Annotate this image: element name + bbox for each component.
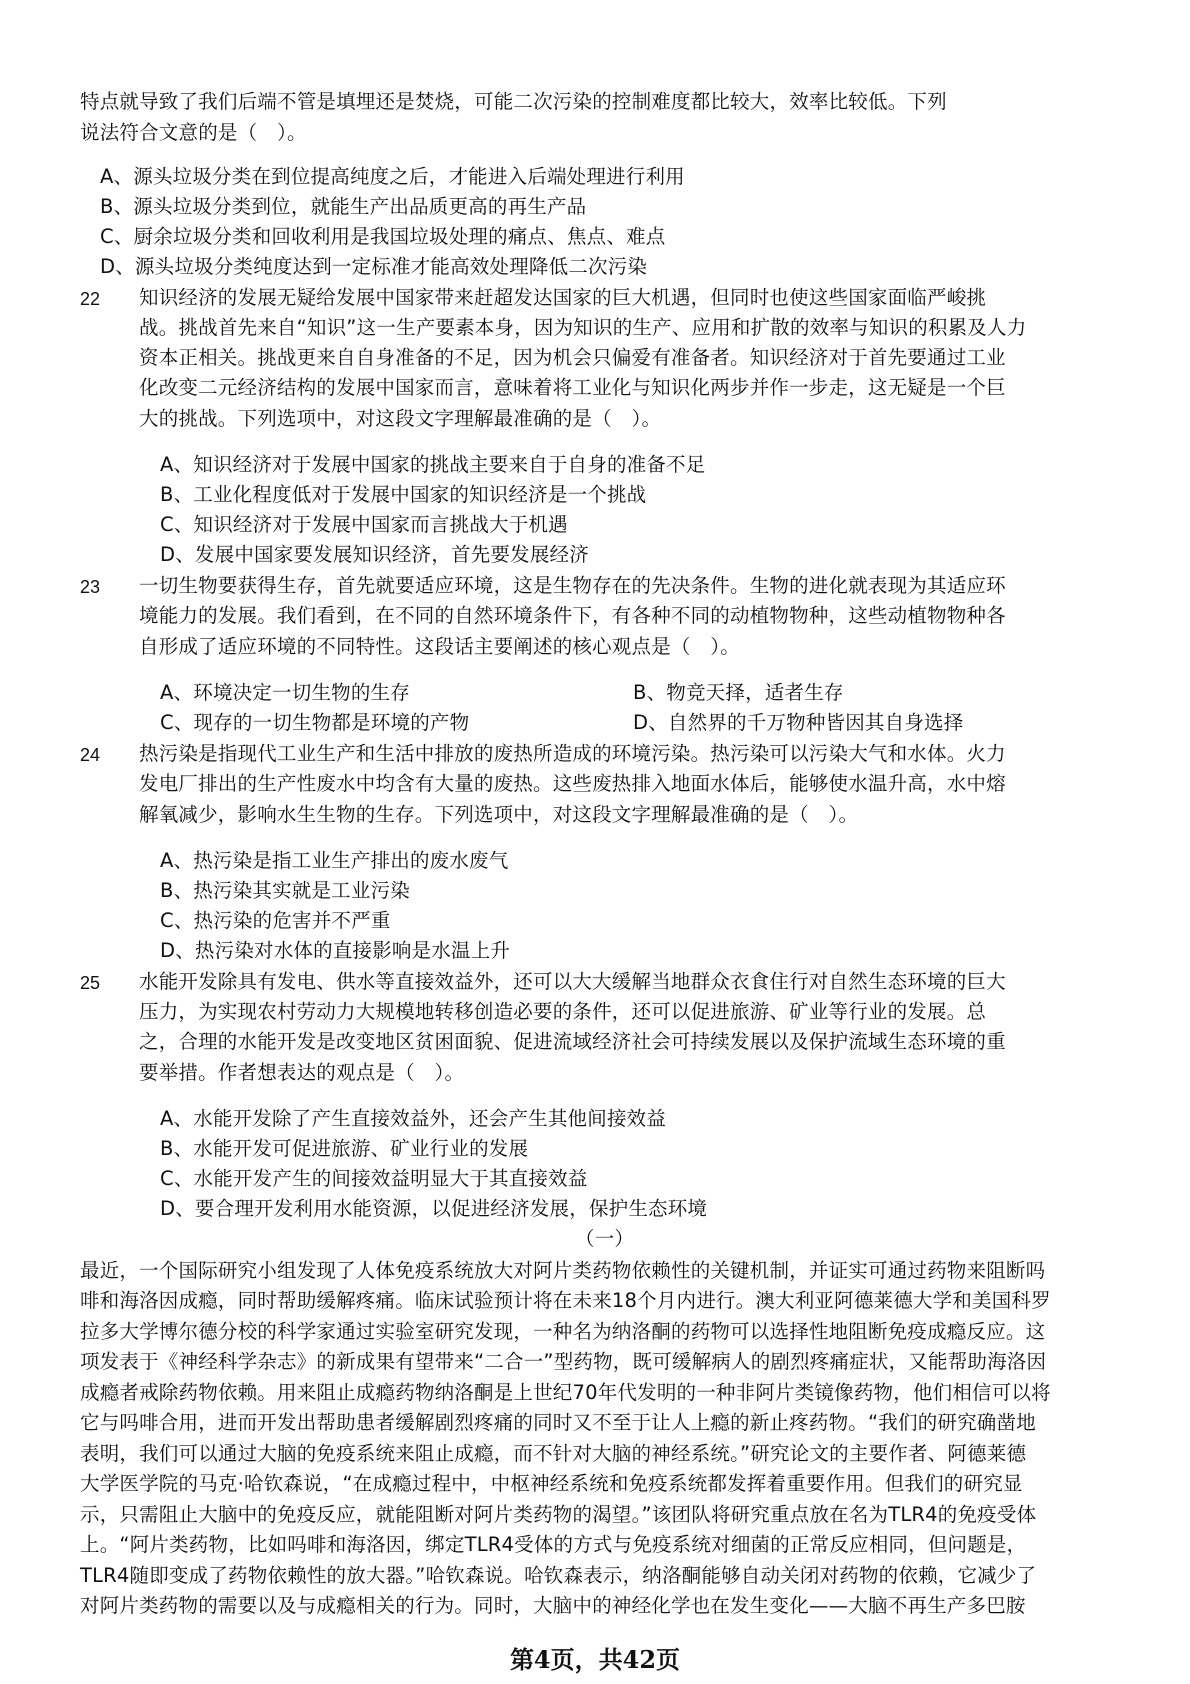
passage-line-3: 拉多大学博尔德分校的科学家通过实验室研究发现，一种名为纳洛酮的药物可以选择性地阻断免疫成瘾反应。这: [80, 1320, 1046, 1343]
passage-line-5: 成瘾者戒除药物依赖。用来阻止成瘾药物纳洛酮是上世纪70年代发明的一种非阿片类镜像药物，他们相信可以将: [80, 1381, 1051, 1404]
question-number-23: 23: [80, 577, 101, 597]
q24-line-3: 解氧减少，影响水生生物的生存。下列选项中，对这段文字理解最准确的是（ ）。: [139, 803, 859, 826]
question-number-25: 25: [80, 973, 101, 993]
q25-line-2: 压力，为实现农村劳动力大规模地转移创造必要的条件，还可以促进旅游、矿业等行业的发展。总: [139, 1000, 987, 1023]
intro-option-c: C、厨余垃圾分类和回收利用是我国垃圾处理的痛点、焦点、难点: [100, 225, 666, 248]
section-heading: （一）: [575, 1227, 635, 1250]
q24-option-d: D、热污染对水体的直接影响是水温上升: [160, 939, 511, 962]
q25-option-b: B、水能开发可促进旅游、矿业行业的发展: [160, 1137, 529, 1160]
q22-option-c: C、知识经济对于发展中国家而言挑战大于机遇: [160, 513, 568, 536]
intro-option-d: D、源头垃圾分类纯度达到一定标准才能高效处理降低二次污染: [100, 255, 648, 278]
q22-line-5: 大的挑战。下列选项中，对这段文字理解最准确的是（ ）。: [139, 407, 662, 430]
passage-line-4: 项发表于《神经科学杂志》的新成果有望带来“二合一”型药物，既可缓解病人的剧烈疼痛症状，又能帮助海洛因: [80, 1350, 1047, 1373]
q22-option-a: A、知识经济对于发展中国家的挑战主要来自于自身的准备不足: [160, 453, 706, 476]
question-number-24: 24: [80, 745, 101, 765]
q24-option-c: C、热污染的危害并不严重: [160, 909, 391, 932]
intro-line-1: 特点就导致了我们后端不管是填埋还是焚烧，可能二次污染的控制难度都比较大，效率比较低。下列: [80, 90, 947, 113]
q23-option-d: D、自然界的千万物种皆因其自身选择: [633, 711, 964, 734]
q24-option-a: A、热污染是指工业生产排出的废水废气: [160, 849, 509, 872]
q24-line-2: 发电厂排出的生产性废水中均含有大量的废热。这些废热排入地面水体后，能够使水温升高，水中熔: [139, 772, 1006, 795]
passage-line-12: 对阿片类药物的需要以及与成瘾相关的行为。同时，大脑中的神经化学也在发生变化——大脑不再生产多巴胺: [80, 1594, 1026, 1617]
q22-line-1: 知识经济的发展无疑给发展中国家带来赶超发达国家的巨大机遇，但同时也使这些国家面临严峻挑: [139, 286, 987, 309]
intro-option-b: B、源头垃圾分类到位，就能生产出品质更高的再生产品: [100, 195, 587, 218]
q22-option-b: B、工业化程度低对于发展中国家的知识经济是一个挑战: [160, 483, 647, 506]
passage-line-1: 最近，一个国际研究小组发现了人体免疫系统放大对阿片类药物依赖性的关键机制，并证实可通过药物来阻断吗: [80, 1259, 1046, 1282]
intro-option-a: A、源头垃圾分类在到位提高纯度之后，才能进入后端处理进行利用: [100, 165, 685, 188]
passage-line-11: TLR4随即变成了药物依赖性的放大器。”哈钦森说。哈钦森表示，纳洛酮能够自动关闭对药物的依赖，它减少了: [80, 1564, 1037, 1587]
q23-option-c: C、现存的一切生物都是环境的产物: [160, 711, 470, 734]
question-number-22: 22: [80, 289, 101, 309]
q25-line-3: 之，合理的水能开发是改变地区贫困面貌、促进流域经济社会可持续发展以及保护流域生态环境的重: [139, 1030, 1006, 1053]
page-number: 第4页，共42页: [509, 1645, 681, 1674]
passage-line-6: 它与吗啡合用，进而开发出帮助患者缓解剧烈疼痛的同时又不至于让人上瘾的新止疼药物。“我们的研究确凿地: [80, 1411, 1036, 1434]
q25-option-c: C、水能开发产生的间接效益明显大于其直接效益: [160, 1167, 588, 1190]
q23-option-a: A、环境决定一切生物的生存: [160, 681, 410, 704]
q25-option-d: D、要合理开发利用水能资源，以促进经济发展，保护生态环境: [160, 1197, 708, 1220]
passage-line-10: 上。“阿片类药物，比如吗啡和海洛因，绑定TLR4受体的方式与免疫系统对细菌的正常反应相同，但问题是，: [80, 1533, 1027, 1556]
passage-line-9: 示，只需阻止大脑中的免疫反应，就能阻断对阿片类药物的渴望。”该团队将研究重点放在名为TLR4的免疫受体: [80, 1503, 1037, 1526]
passage-line-8: 大学医学院的马克·哈钦森说，“在成瘾过程中，中枢神经系统和免疫系统都发挥着重要作用。但我们的研究显: [80, 1472, 1023, 1495]
q24-option-b: B、热污染其实就是工业污染: [160, 879, 410, 902]
q22-line-3: 资本正相关。挑战更来自自身准备的不足，因为机会只偏爱有准备者。知识经济对于首先要通过工业: [139, 346, 1006, 369]
q25-option-a: A、水能开发除了产生直接效益外，还会产生其他间接效益: [160, 1107, 667, 1130]
intro-line-2: 说法符合文意的是（ ）。: [80, 121, 307, 144]
passage-line-7: 表明，我们可以通过大脑的免疫系统来阻止成瘾，而不针对大脑的神经系统。”研究论文的主要作者、阿德莱德: [80, 1442, 1027, 1465]
q23-line-2: 境能力的发展。我们看到，在不同的自然环境条件下，有各种不同的动植物物种，这些动植物物种各: [139, 604, 1006, 627]
q23-option-b: B、物竞天择，适者生存: [633, 681, 844, 704]
passage-line-2: 啡和海洛因成瘾，同时帮助缓解疼痛。临床试验预计将在未来18个月内进行。澳大利亚阿德莱德大学和美国科罗: [80, 1289, 1051, 1312]
q24-line-1: 热污染是指现代工业生产和生活中排放的废热所造成的环境污染。热污染可以污染大气和水体。火力: [139, 742, 1006, 765]
q22-line-4: 化改变二元经济结构的发展中国家而言，意味着将工业化与知识化两步并作一步走，这无疑是一个巨: [139, 376, 1006, 399]
q25-line-1: 水能开发除具有发电、供水等直接效益外，还可以大大缓解当地群众衣食住行对自然生态环境的巨大: [139, 970, 1006, 993]
q22-line-2: 战。挑战首先来自“知识”这一生产要素本身，因为知识的生产、应用和扩散的效率与知识的积累及人力: [139, 316, 1027, 339]
q23-line-3: 自形成了适应环境的不同特性。这段话主要阐述的核心观点是（ ）。: [139, 635, 740, 658]
q23-line-1: 一切生物要获得生存，首先就要适应环境，这是生物存在的先决条件。生物的进化就表现为其适应环: [139, 574, 1006, 597]
q22-option-d: D、发展中国家要发展知识经济，首先要发展经济: [160, 543, 589, 566]
q25-line-4: 要举措。作者想表达的观点是（ ）。: [139, 1061, 465, 1084]
